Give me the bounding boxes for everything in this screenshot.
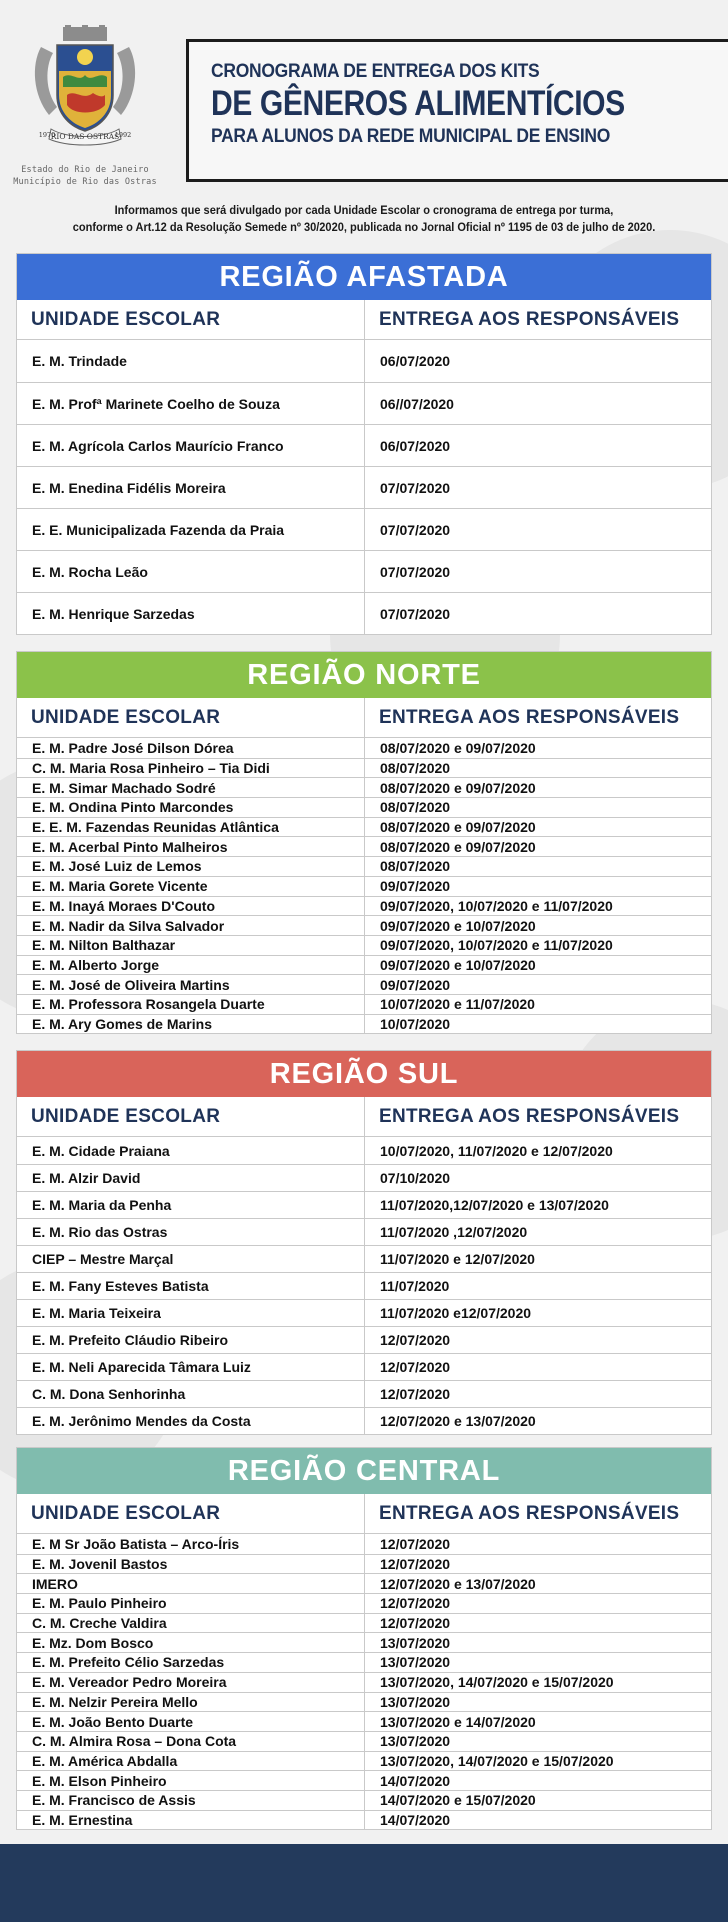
column-header-school: UNIDADE ESCOLAR [17,698,365,737]
table-row [17,1245,711,1272]
delivery-date-cell: 12/07/2020 [380,1386,451,1402]
school-name-cell: E. M. Trindade [17,340,365,382]
delivery-date-cell: 08/07/2020 [380,760,451,777]
delivery-date-cell: 06/07/2020 [380,353,451,369]
school-name-cell: E. M. Alzir David [17,1165,365,1191]
table-row [17,1326,711,1353]
table-row [17,1672,711,1692]
school-name-cell: C. M. Dona Senhorinha [17,1381,365,1407]
delivery-date-cell: 13/07/2020, 14/07/2020 e 15/07/2020 [380,1674,614,1691]
region-title: REGIÃO CENTRAL [17,1448,711,1494]
delivery-date-cell: 12/07/2020 [380,1556,451,1573]
school-name-cell: E. E. M. Fazendas Reunidas Atlântica [17,818,365,837]
table-row [17,550,711,592]
table-row [17,915,711,935]
table-row [17,935,711,955]
delivery-date-cell: 13/07/2020 [380,1733,451,1750]
school-name-cell: E. M. Acerbal Pinto Malheiros [17,837,365,856]
delivery-date-cell: 06/07/2020 [380,437,451,454]
column-header-delivery: ENTREGA AOS RESPONSÁVEIS [379,1105,680,1127]
table-row [17,1731,711,1751]
school-name-cell: E. M. Maria da Penha [17,1192,365,1218]
delivery-date-cell: 09/07/2020 [380,976,451,993]
delivery-date-cell: 07/07/2020 [380,605,451,622]
table-row [17,1770,711,1790]
crest-motto: RIO DAS OSTRAS [50,132,120,141]
school-name-cell: E. M. Maria Gorete Vicente [17,877,365,896]
table-row [17,1164,711,1191]
school-name-cell: E. M. Profª Marinete Coelho de Souza [17,383,365,424]
delivery-date-cell: 12/07/2020 e 13/07/2020 [380,1413,536,1429]
school-name-cell: E. M. Padre José Dilson Dórea [17,738,365,758]
school-name-cell: E. M. João Bento Duarte [17,1712,365,1731]
delivery-date-cell: 09/07/2020, 10/07/2020 e 11/07/2020 [380,897,613,914]
delivery-date-cell: 07/07/2020 [380,479,451,496]
table-row [17,1692,711,1712]
table-row [17,1534,711,1554]
delivery-date-cell: 08/07/2020 e 09/07/2020 [380,838,536,855]
delivery-date-cell: 09/07/2020 [380,878,451,895]
school-name-cell: E. M. Inayá Moraes D'Couto [17,897,365,916]
table-row [17,382,711,424]
delivery-date-cell: 11/07/2020 ,12/07/2020 [380,1224,528,1240]
table-row [17,1790,711,1810]
table-row [17,876,711,896]
intro-line-2: conforme o Art.12 da Resolução Semede nº 30/2020, publicada no Jornal Oficial nº 1195 de 03 de julho de 2020. [72,220,656,234]
table-row [17,955,711,975]
table-row [17,1014,711,1034]
school-name-cell: E. M. Ondina Pinto Marcondes [17,798,365,817]
table-row [17,896,711,916]
column-header-delivery: ENTREGA AOS RESPONSÁVEIS [379,1502,680,1524]
table-body [17,340,711,634]
school-name-cell: E. M. José de Oliveira Martins [17,975,365,994]
school-name-cell: E. E. Municipalizada Fazenda da Praia [17,509,365,550]
table-row [17,738,711,758]
table-row [17,1711,711,1731]
school-name-cell: E. M. Nilton Balthazar [17,936,365,955]
delivery-date-cell: 06//07/2020 [380,395,454,412]
coat-of-arms-icon [27,25,143,153]
table-row [17,592,711,634]
delivery-date-cell: 09/07/2020, 10/07/2020 e 11/07/2020 [380,937,613,954]
delivery-date-cell: 12/07/2020 e 13/07/2020 [380,1575,536,1592]
table-row [17,777,711,797]
table-header [17,1494,711,1534]
school-name-cell: E. M. Prefeito Cláudio Ribeiro [17,1327,365,1353]
column-header-delivery: ENTREGA AOS RESPONSÁVEIS [379,706,680,728]
school-name-cell: E. M. Alberto Jorge [17,956,365,975]
school-name-cell: E. M. Enedina Fidélis Moreira [17,467,365,508]
table-row [17,1593,711,1613]
delivery-date-cell: 08/07/2020 [380,799,451,816]
school-name-cell: E. M. Cidade Praiana [17,1137,365,1164]
table-row [17,1613,711,1633]
delivery-date-cell: 10/07/2020 [380,1015,451,1032]
school-name-cell: E. M. Simar Machado Sodré [17,778,365,797]
school-name-cell: E. Mz. Dom Bosco [17,1633,365,1652]
delivery-date-cell: 10/07/2020, 11/07/2020 e 12/07/2020 [380,1142,613,1159]
region-title: REGIÃO AFASTADA [17,254,711,300]
delivery-date-cell: 08/07/2020 e 09/07/2020 [380,779,536,796]
delivery-date-cell: 13/07/2020 [380,1654,451,1671]
table-row [17,994,711,1014]
school-name-cell: E. M. América Abdalla [17,1752,365,1771]
table-row [17,1554,711,1574]
table-body [17,738,711,1033]
delivery-date-cell: 14/07/2020 [380,1811,451,1828]
delivery-date-cell: 07/07/2020 [380,563,451,580]
column-header-delivery: ENTREGA AOS RESPONSÁVEIS [379,308,680,330]
school-name-cell: E. M. Rio das Ostras [17,1219,365,1245]
delivery-date-cell: 07/07/2020 [380,521,451,538]
table-row [17,1751,711,1771]
school-name-cell: IMERO [17,1574,365,1593]
table-row [17,1218,711,1245]
intro-text [0,202,728,236]
delivery-date-cell: 08/07/2020 e 09/07/2020 [380,739,536,756]
delivery-date-cell: 12/07/2020 [380,1332,451,1348]
crest-caption-state: Estado do Rio de Janeiro [21,165,149,175]
table-row [17,758,711,778]
delivery-date-cell: 14/07/2020 [380,1772,451,1789]
table-row [17,1380,711,1407]
crest-caption-municipality: Município de Rio das Ostras [13,177,157,187]
school-name-cell: E. M. Henrique Sarzedas [17,593,365,634]
school-name-cell: E. M. Elson Pinheiro [17,1771,365,1790]
school-name-cell: E. M. Nelzir Pereira Mello [17,1693,365,1712]
header [0,0,728,195]
school-name-cell: CIEP – Mestre Marçal [17,1246,365,1272]
title-box [186,39,728,182]
delivery-date-cell: 11/07/2020 e 12/07/2020 [380,1251,535,1267]
table-row [17,1652,711,1672]
school-name-cell: E. M. Maria Teixeira [17,1300,365,1326]
delivery-date-cell: 13/07/2020 [380,1693,451,1710]
table-row [17,1573,711,1593]
school-name-cell: E. M. Francisco de Assis [17,1791,365,1810]
column-header-school: UNIDADE ESCOLAR [17,1097,365,1136]
region-title: REGIÃO SUL [17,1051,711,1097]
crest-year-right: 1992 [114,131,132,139]
school-name-cell: E. M. Fany Esteves Batista [17,1273,365,1299]
title-line-1: CRONOGRAMA DE ENTREGA DOS KITS [211,61,540,82]
table-row [17,466,711,508]
title-line-3: PARA ALUNOS DA REDE MUNICIPAL DE ENSINO [211,126,611,147]
delivery-date-cell: 11/07/2020,12/07/2020 e 13/07/2020 [380,1197,609,1213]
column-header-school: UNIDADE ESCOLAR [17,1494,365,1533]
table-row [17,1810,711,1830]
school-name-cell: E. M Sr João Batista – Arco-Íris [17,1534,365,1554]
table-body [17,1137,711,1434]
delivery-date-cell: 09/07/2020 e 10/07/2020 [380,956,536,973]
table-row [17,1191,711,1218]
table-row [17,1272,711,1299]
delivery-date-cell: 13/07/2020, 14/07/2020 e 15/07/2020 [380,1752,614,1769]
intro-line-1: Informamos que será divulgado por cada Unidade Escolar o cronograma de entrega por turma, [114,203,614,217]
table-header [17,698,711,738]
table-body [17,1534,711,1829]
title-line-2: DE GÊNEROS ALIMENTÍCIOS [211,84,625,123]
region-central [16,1447,712,1830]
school-name-cell: E. M. Prefeito Célio Sarzedas [17,1653,365,1672]
school-name-cell: E. M. Ary Gomes de Marins [17,1015,365,1034]
delivery-date-cell: 12/07/2020 [380,1359,451,1375]
school-name-cell: C. M. Almira Rosa – Dona Cota [17,1732,365,1751]
footer-band [0,1844,728,1922]
school-name-cell: C. M. Creche Valdira [17,1614,365,1633]
table-row [17,1137,711,1164]
delivery-date-cell: 14/07/2020 e 15/07/2020 [380,1792,536,1809]
delivery-date-cell: 07/10/2020 [380,1170,451,1186]
table-row [17,836,711,856]
region-norte [16,651,712,1034]
delivery-date-cell: 12/07/2020 [380,1615,451,1632]
school-name-cell: E. M. Neli Aparecida Tâmara Luiz [17,1354,365,1380]
school-name-cell: C. M. Maria Rosa Pinheiro – Tia Didi [17,759,365,778]
region-afastada [16,253,712,635]
table-row [17,856,711,876]
column-header-school: UNIDADE ESCOLAR [17,300,365,339]
table-row [17,340,711,382]
school-name-cell: E. M. Professora Rosangela Duarte [17,995,365,1014]
table-row [17,797,711,817]
table-row [17,424,711,466]
table-row [17,508,711,550]
delivery-date-cell: 13/07/2020 [380,1634,451,1651]
school-name-cell: E. M. José Luiz de Lemos [17,857,365,876]
delivery-date-cell: 09/07/2020 e 10/07/2020 [380,917,536,934]
school-name-cell: E. M. Jovenil Bastos [17,1555,365,1574]
table-header [17,300,711,340]
school-name-cell: E. M. Jerônimo Mendes da Costa [17,1408,365,1434]
delivery-date-cell: 11/07/2020 [380,1278,450,1294]
table-row [17,1299,711,1326]
delivery-date-cell: 12/07/2020 [380,1535,451,1552]
region-title: REGIÃO NORTE [17,652,711,698]
delivery-date-cell: 13/07/2020 e 14/07/2020 [380,1713,536,1730]
table-row [17,1632,711,1652]
school-name-cell: E. M. Nadir da Silva Salvador [17,916,365,935]
delivery-date-cell: 11/07/2020 e12/07/2020 [380,1305,532,1321]
crest-block [0,25,170,188]
table-header [17,1097,711,1137]
delivery-date-cell: 12/07/2020 [380,1595,451,1612]
table-row [17,1407,711,1434]
school-name-cell: E. M. Agrícola Carlos Maurício Franco [17,425,365,466]
school-name-cell: E. M. Paulo Pinheiro [17,1594,365,1613]
delivery-date-cell: 08/07/2020 e 09/07/2020 [380,819,536,836]
delivery-date-cell: 10/07/2020 e 11/07/2020 [380,996,535,1013]
table-row [17,1353,711,1380]
school-name-cell: E. M. Rocha Leão [17,551,365,592]
school-name-cell: E. M. Vereador Pedro Moreira [17,1673,365,1692]
crest-year-left: 1970 [38,131,56,139]
delivery-date-cell: 08/07/2020 [380,858,451,875]
table-row [17,817,711,837]
region-sul [16,1050,712,1435]
school-name-cell: E. M. Ernestina [17,1811,365,1830]
table-row [17,974,711,994]
